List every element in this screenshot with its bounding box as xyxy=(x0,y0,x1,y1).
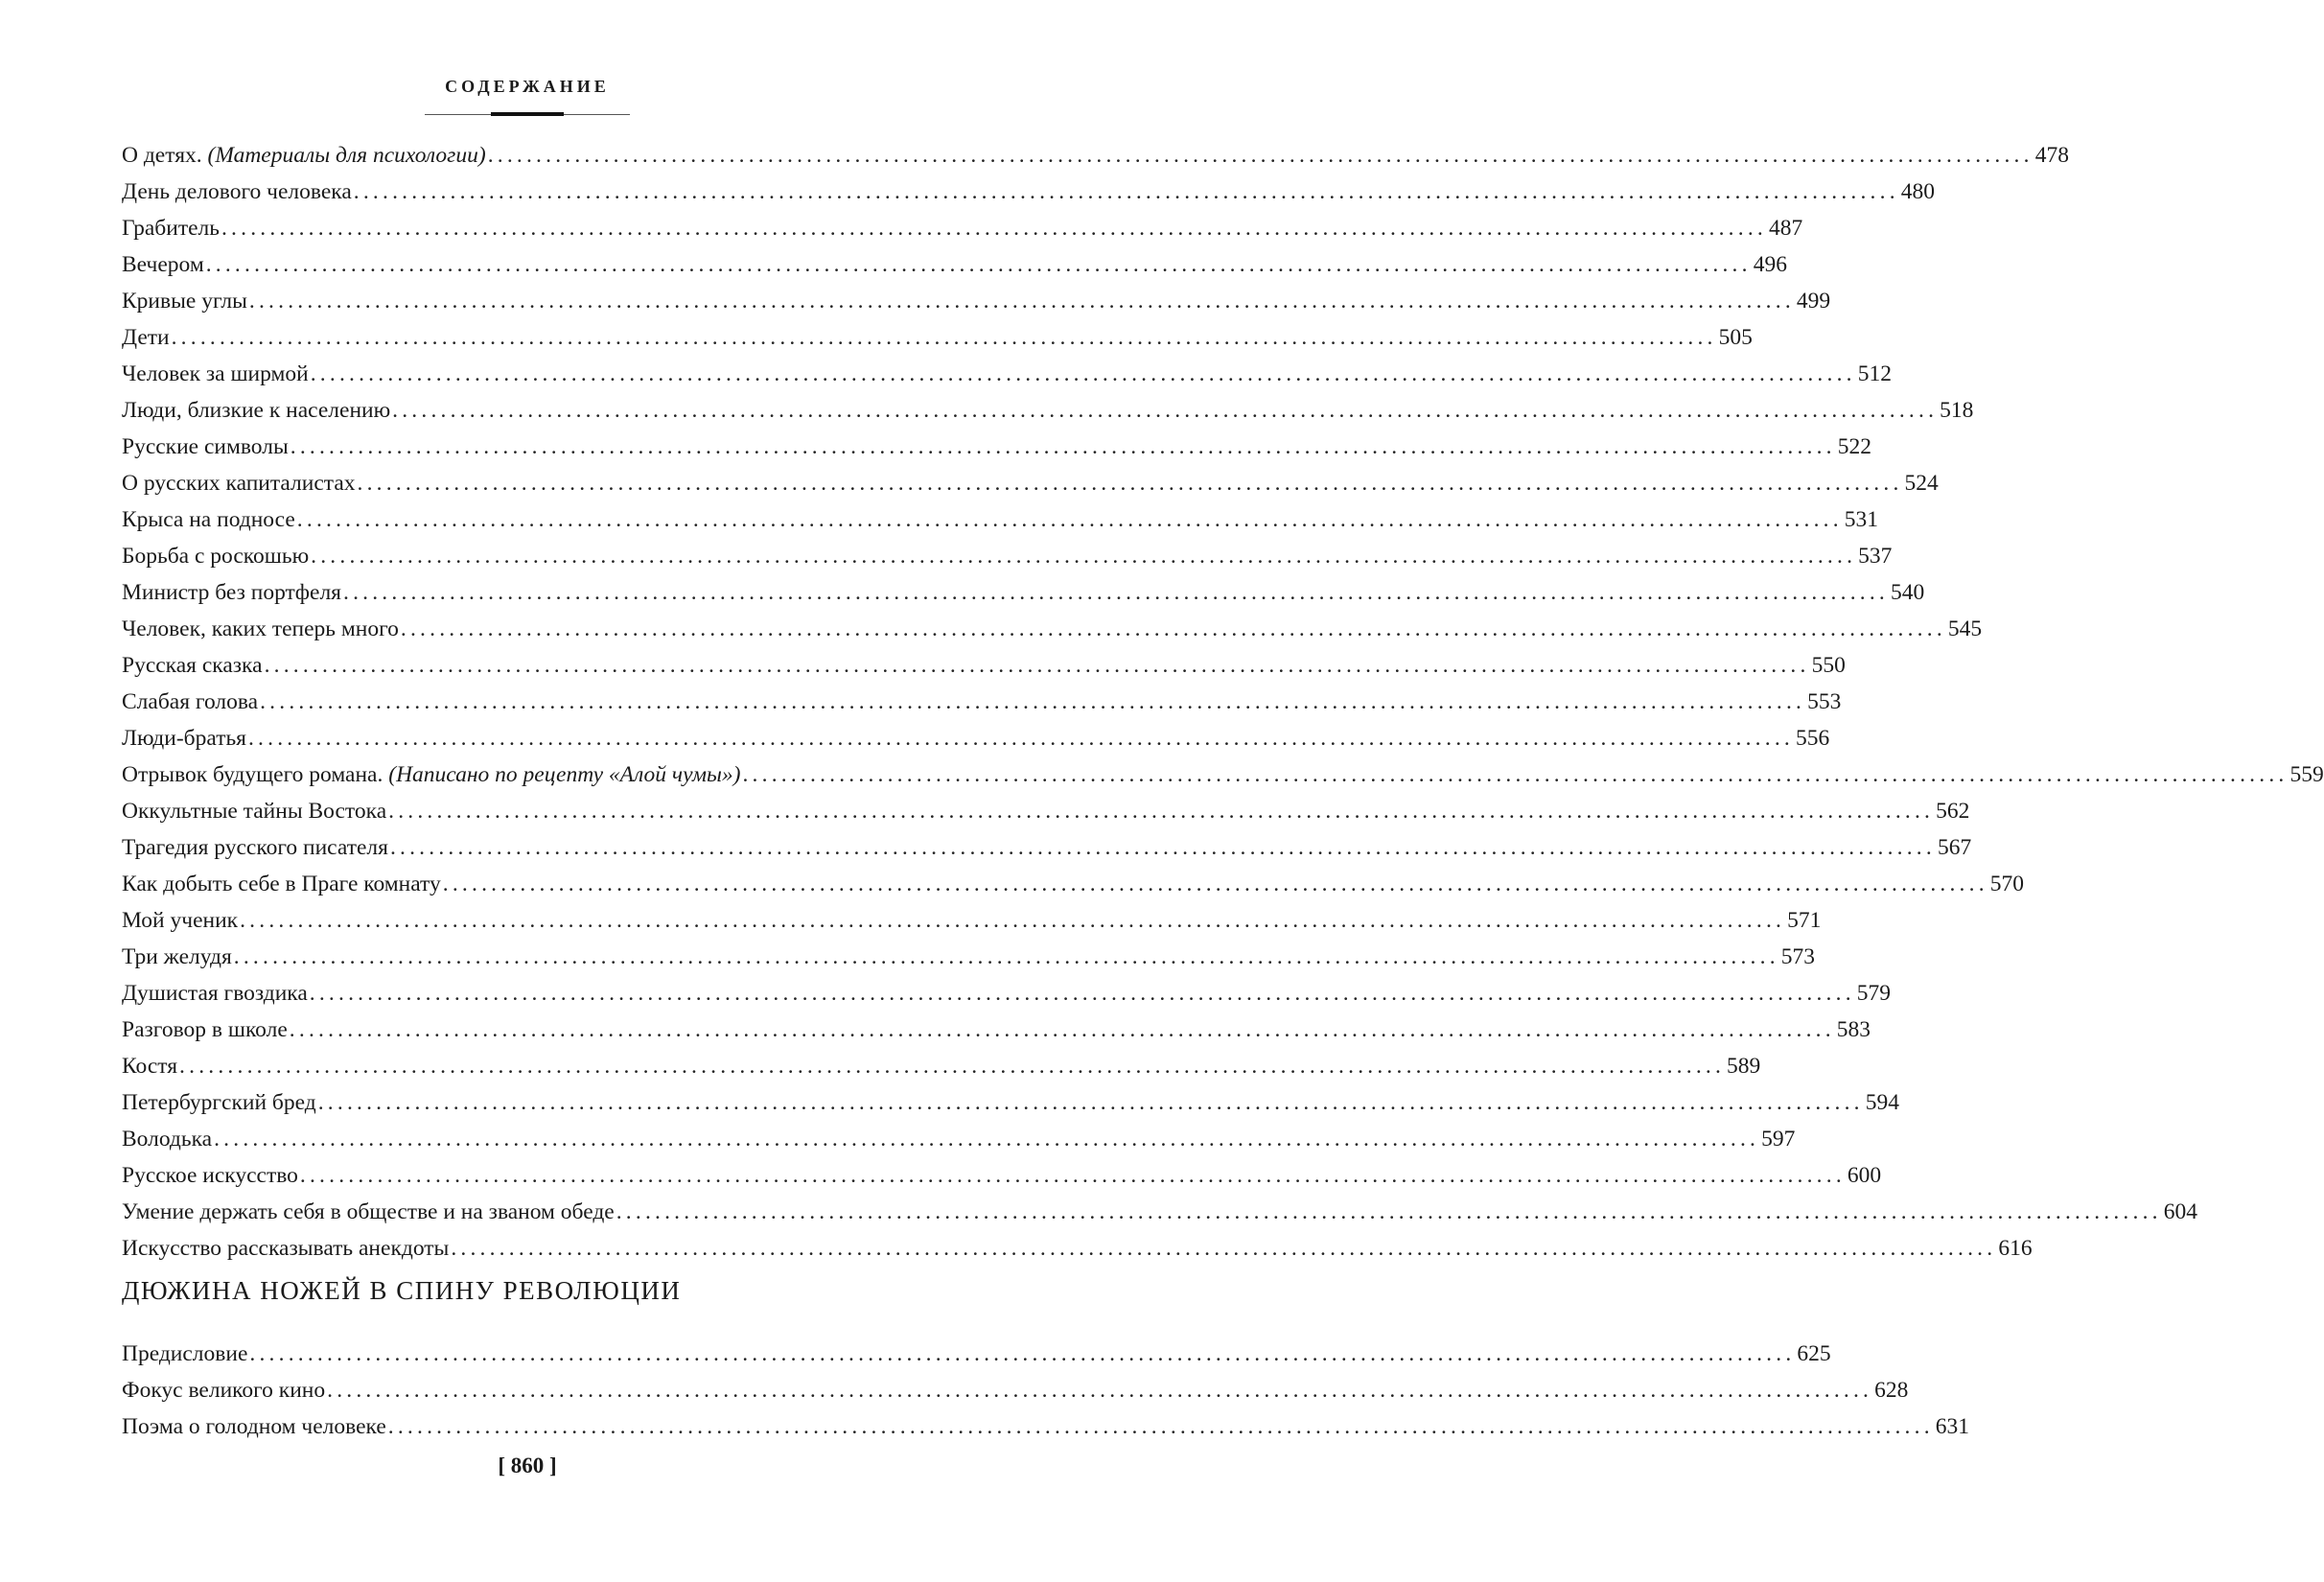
toc-entry-title xyxy=(122,793,386,829)
toc-entry xyxy=(122,902,1822,939)
toc-entry-title-text: День делового человека xyxy=(122,179,352,204)
toc-entry-page: 628 xyxy=(1874,1378,1909,1403)
toc-entry xyxy=(122,975,1892,1012)
toc-entry-title xyxy=(122,465,356,501)
toc-entry-title xyxy=(122,939,232,975)
dot-leader: ................................................................................................................................................................ xyxy=(400,617,1946,641)
toc-entry-title-text: Русские символы xyxy=(122,434,289,459)
toc-entry-page: 518 xyxy=(1940,398,1974,423)
toc-entry xyxy=(122,793,1970,829)
toc-entry-title-text: Кривые углы xyxy=(122,289,247,314)
toc-entry-page: 540 xyxy=(1891,580,1925,605)
toc-entry xyxy=(122,392,1974,429)
toc-entry xyxy=(122,647,1846,684)
dot-leader: ................................................................................................................................................................ xyxy=(353,179,1899,204)
toc-entry xyxy=(122,465,1939,501)
toc-entry-title xyxy=(122,1048,177,1084)
toc-entry-page: 524 xyxy=(1904,471,1939,496)
dot-leader: ................................................................................................................................................................ xyxy=(240,908,1786,933)
toc-entry-title xyxy=(122,137,486,174)
toc-entry-title-text: Русское искусство xyxy=(122,1163,298,1188)
toc-entry xyxy=(122,137,2069,174)
toc-entry xyxy=(122,756,2324,793)
toc-entry xyxy=(122,829,1972,866)
toc-entry-page: 631 xyxy=(1935,1414,1970,1439)
toc-entry xyxy=(122,283,1831,319)
toc-entry-page: 579 xyxy=(1856,981,1892,1006)
dot-leader: ................................................................................................................................................................ xyxy=(310,361,1856,386)
toc-entry-page: 487 xyxy=(1768,216,1803,241)
dot-leader: ................................................................................................................................................................ xyxy=(487,143,2034,168)
dot-leader: ................................................................................................................................................................ xyxy=(317,1090,1864,1115)
toc-entry-title-text: Слабая голова xyxy=(122,689,259,714)
toc-entry-title xyxy=(122,647,263,684)
toc-entry-page: 531 xyxy=(1844,507,1879,532)
toc-entry-title-text: О детях. xyxy=(122,143,202,168)
toc-entry xyxy=(122,174,1936,210)
toc-entry-title-text: Как добыть себе в Праге комнату xyxy=(122,872,441,896)
toc-entry-page: 583 xyxy=(1836,1017,1871,1042)
section-heading: ДЮЖИНА НОЖЕЙ В СПИНУ РЕВОЛЮЦИИ xyxy=(122,1276,682,1305)
toc-entry-page: 556 xyxy=(1795,726,1830,751)
toc-entry-page: 600 xyxy=(1847,1163,1882,1188)
toc-entry xyxy=(122,611,1983,647)
dot-leader: ................................................................................................................................................................ xyxy=(264,653,1810,678)
toc-entry-page: 616 xyxy=(1998,1236,2033,1261)
toc-entry-title-text: Трагедия русского писателя xyxy=(122,835,388,860)
toc-entry-title-text: Володька xyxy=(122,1127,213,1152)
toc-entry xyxy=(122,1230,2033,1267)
toc-entry-page: 480 xyxy=(1900,179,1936,204)
dot-leader: ................................................................................................................................................................ xyxy=(357,471,1903,496)
toc-entry-title xyxy=(122,392,390,429)
toc-entry-title xyxy=(122,1372,325,1408)
toc-entry xyxy=(122,538,1893,574)
toc-entry-title xyxy=(122,902,238,939)
dot-leader: ................................................................................................................................................................ xyxy=(309,981,1855,1006)
toc-entry-title-text: Искусство рассказывать анекдоты xyxy=(122,1236,450,1261)
toc-entry-title-text: Предисловие xyxy=(122,1341,248,1366)
dot-leader: ................................................................................................................................................................ xyxy=(290,434,1836,459)
toc-entry-title xyxy=(122,429,289,465)
dot-leader: ................................................................................................................................................................ xyxy=(214,1127,1760,1152)
toc-entry-title xyxy=(122,1084,316,1121)
toc-entry-title xyxy=(122,975,308,1012)
toc-entry xyxy=(122,574,1925,611)
toc-entry-page: 505 xyxy=(1718,325,1753,350)
toc-entry-page: 545 xyxy=(1947,617,1983,641)
dot-leader: ................................................................................................................................................................ xyxy=(179,1054,1726,1079)
toc-entry-title xyxy=(122,1121,212,1157)
toc-entry-page: 594 xyxy=(1865,1090,1899,1115)
toc-entry-page: 550 xyxy=(1811,653,1846,678)
toc-entry-subtitle: (Материалы для психологии) xyxy=(207,143,486,168)
dot-leader: ................................................................................................................................................................ xyxy=(249,1341,1796,1366)
toc-entry xyxy=(122,1408,1970,1445)
toc-entry-subtitle: (Написано по рецепту «Алой чумы») xyxy=(388,762,741,787)
toc-entry-title xyxy=(122,1230,449,1267)
toc-entry-title xyxy=(122,1408,386,1445)
dot-leader: ................................................................................................................................................................ xyxy=(742,762,2289,787)
toc-entry-page: 522 xyxy=(1837,434,1871,459)
toc-entry xyxy=(122,1336,1831,1372)
toc-entry xyxy=(122,1048,1761,1084)
toc-entry-title-text: О русских капиталистах xyxy=(122,471,356,496)
toc-entry-page: 597 xyxy=(1761,1127,1796,1152)
dot-leader: ................................................................................................................................................................ xyxy=(392,398,1939,423)
toc-entry-title-text: Отрывок будущего романа. xyxy=(122,762,383,787)
toc-entry-title xyxy=(122,1157,298,1194)
toc-entry-title xyxy=(122,684,258,720)
toc-entry-title xyxy=(122,829,388,866)
toc-entry-title-text: Вечером xyxy=(122,252,204,277)
toc-entry-title-text: Три желудя xyxy=(122,944,232,969)
toc-entry-title-text: Люди, близкие к населению xyxy=(122,398,391,423)
toc-entry xyxy=(122,1012,1871,1048)
dot-leader: ................................................................................................................................................................ xyxy=(327,1378,1873,1403)
toc-entry-page: 570 xyxy=(1989,872,2025,896)
toc-entry xyxy=(122,720,1830,756)
toc-entry-title xyxy=(122,574,341,611)
dot-leader: ................................................................................................................................................................ xyxy=(248,289,1795,314)
toc-entry xyxy=(122,1194,2197,1230)
dot-leader: ................................................................................................................................................................ xyxy=(389,835,1936,860)
toc-entry-title xyxy=(122,501,295,538)
dot-leader: ................................................................................................................................................................ xyxy=(311,544,1857,569)
dot-leader: ................................................................................................................................................................ xyxy=(260,689,1806,714)
toc-entry xyxy=(122,319,1753,356)
dot-leader: ................................................................................................................................................................ xyxy=(221,216,1767,241)
header-rule-accent xyxy=(491,112,564,116)
toc-entry-page: 559 xyxy=(2289,762,2324,787)
toc-entry-page: 478 xyxy=(2034,143,2069,168)
toc-entry xyxy=(122,210,1803,246)
dot-leader: ................................................................................................................................................................ xyxy=(289,1017,1835,1042)
toc-entry-page: 537 xyxy=(1858,544,1893,569)
toc-entry-title-text: Оккультные тайны Востока xyxy=(122,799,387,824)
dot-leader: ................................................................................................................................................................ xyxy=(451,1236,1997,1261)
toc-entry xyxy=(122,356,1892,392)
toc-entry-page: 567 xyxy=(1937,835,1972,860)
toc-entry xyxy=(122,501,1879,538)
page-number: [ 860 ] xyxy=(498,1454,557,1477)
toc-entry xyxy=(122,684,1842,720)
toc-entry-page: 589 xyxy=(1727,1054,1761,1079)
dot-leader: ................................................................................................................................................................ xyxy=(387,1414,1934,1439)
dot-leader: ................................................................................................................................................................ xyxy=(343,580,1889,605)
toc-entry-page: 571 xyxy=(1787,908,1822,933)
toc-entry-page: 573 xyxy=(1780,944,1816,969)
toc-entry xyxy=(122,246,1787,283)
toc-entry-title xyxy=(122,319,170,356)
toc-entry-title-text: Человек за ширмой xyxy=(122,361,309,386)
dot-leader: ................................................................................................................................................................ xyxy=(388,799,1935,824)
toc-entry-title xyxy=(122,246,204,283)
toc-entry-title-text: Петербургский бред xyxy=(122,1090,316,1115)
dot-leader: ................................................................................................................................................................ xyxy=(616,1199,2162,1224)
toc-entry-title xyxy=(122,283,247,319)
toc-entry-page: 604 xyxy=(2163,1199,2197,1224)
toc-entry-title-text: Костя xyxy=(122,1054,178,1079)
toc-entry xyxy=(122,866,2025,902)
toc-entry-title-text: Русская сказка xyxy=(122,653,263,678)
table-of-contents xyxy=(122,137,2324,1267)
toc-entry-page: 625 xyxy=(1797,1341,1831,1366)
toc-entry-title xyxy=(122,756,740,793)
toc-entry-title-text: Душистая гвоздика xyxy=(122,981,308,1006)
toc-entry xyxy=(122,1084,1899,1121)
toc-entry-title-text: Фокус великого кино xyxy=(122,1378,326,1403)
toc-entry xyxy=(122,939,1816,975)
section-contents xyxy=(122,1336,1970,1445)
toc-entry-title-text: Умение держать себя в обществе и на званом обеде xyxy=(122,1199,615,1224)
toc-entry-title-text: Человек, каких теперь много xyxy=(122,617,399,641)
toc-entry-title xyxy=(122,1194,615,1230)
toc-entry-title-text: Грабитель xyxy=(122,216,220,241)
toc-entry-title xyxy=(122,538,309,574)
toc-entry xyxy=(122,429,1871,465)
toc-entry xyxy=(122,1372,1909,1408)
dot-leader: ................................................................................................................................................................ xyxy=(247,726,1794,751)
dot-leader: ................................................................................................................................................................ xyxy=(171,325,1717,350)
dot-leader: ................................................................................................................................................................ xyxy=(299,1163,1846,1188)
toc-entry-page: 496 xyxy=(1753,252,1787,277)
toc-entry-title-text: Министр без портфеля xyxy=(122,580,341,605)
toc-entry-title-text: Разговор в школе xyxy=(122,1017,288,1042)
dot-leader: ................................................................................................................................................................ xyxy=(442,872,1988,896)
toc-entry-title xyxy=(122,611,399,647)
toc-entry-page: 553 xyxy=(1807,689,1842,714)
dot-leader: ................................................................................................................................................................ xyxy=(233,944,1779,969)
toc-entry xyxy=(122,1157,1882,1194)
toc-entry-title xyxy=(122,866,441,902)
toc-entry-title xyxy=(122,720,246,756)
toc-entry-title-text: Люди-братья xyxy=(122,726,246,751)
toc-entry-page: 512 xyxy=(1857,361,1892,386)
toc-entry-title-text: Борьба с роскошью xyxy=(122,544,310,569)
toc-entry-title-text: Дети xyxy=(122,325,170,350)
toc-entry xyxy=(122,1121,1796,1157)
toc-entry-title xyxy=(122,1012,288,1048)
toc-entry-page: 562 xyxy=(1936,799,1970,824)
toc-entry-title xyxy=(122,356,309,392)
toc-entry-title xyxy=(122,1336,247,1372)
dot-leader: ................................................................................................................................................................ xyxy=(205,252,1752,277)
toc-entry-title xyxy=(122,210,220,246)
toc-entry-title xyxy=(122,174,352,210)
running-head: СОДЕРЖАНИЕ xyxy=(445,77,610,96)
toc-entry-title-text: Мой ученик xyxy=(122,908,239,933)
toc-entry-title-text: Крыса на подносе xyxy=(122,507,295,532)
toc-entry-page: 499 xyxy=(1796,289,1831,314)
dot-leader: ................................................................................................................................................................ xyxy=(296,507,1843,532)
toc-entry-title-text: Поэма о голодном человеке xyxy=(122,1414,386,1439)
